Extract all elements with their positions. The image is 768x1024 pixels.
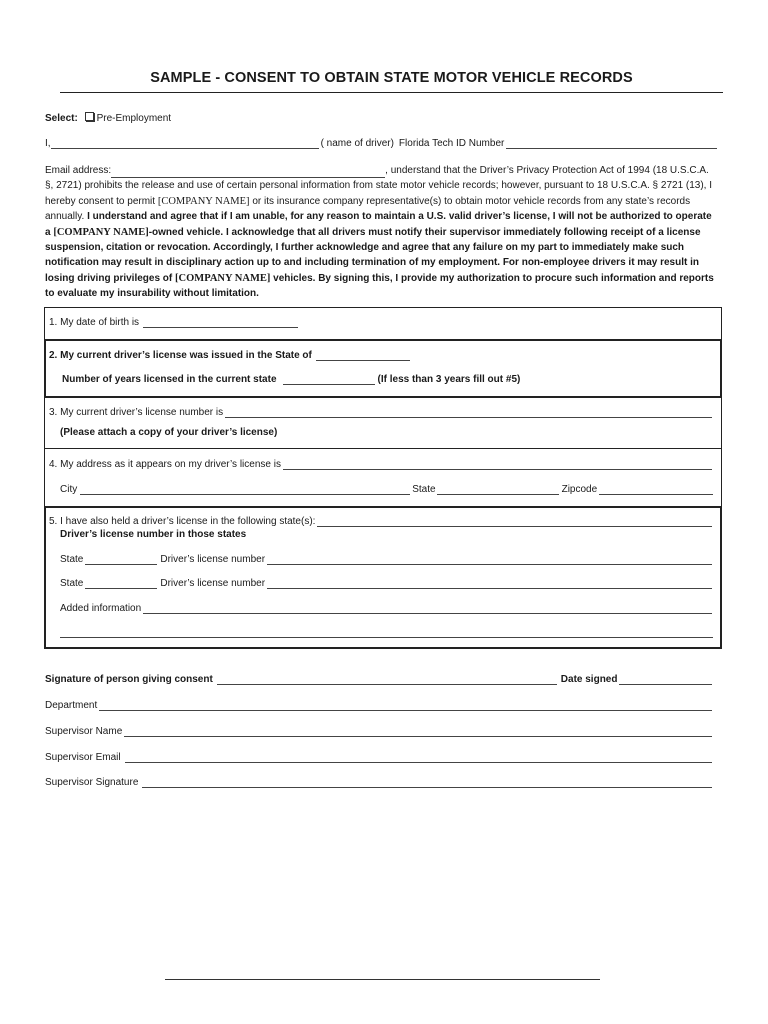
company-name-2: [COMPANY NAME] [53,226,149,238]
issued-state-label: 2. My current driver’s license was issued in the State of [49,350,312,361]
supervisor-signature-field[interactable] [142,776,712,788]
added-info-label: Added information [60,603,142,614]
i-prefix: I, [45,138,51,149]
q4-box [44,448,722,507]
email-field[interactable] [111,167,385,178]
license-number-label: 3. My current driver’s license number is [49,407,224,418]
date-signed-label: Date signed [560,674,618,685]
state-field[interactable] [437,483,559,495]
driver-name-field[interactable] [51,137,319,149]
other-states-label: 5. I have also held a driver’s license in the following state(s): [49,516,316,527]
q3-box [44,397,722,449]
q2-years-row [62,373,520,385]
supervisor-email-field[interactable] [125,751,712,763]
q4-row [49,458,712,470]
department-field[interactable] [99,699,712,711]
other-dl-field-1[interactable] [267,553,712,565]
q2-row [49,349,410,361]
zipcode-label: Zipcode [561,484,598,495]
other-state-label-1: State [60,554,84,565]
issued-state-field[interactable] [316,349,410,361]
company-name-3: [COMPANY NAME] [175,272,271,284]
attach-copy-note: (Please attach a copy of your driver’s license) [60,427,278,438]
q1-row [49,316,298,328]
supervisor-signature-row [45,776,712,788]
address-field[interactable] [283,458,712,470]
other-state-field-1[interactable] [85,553,157,565]
dob-label: 1. My date of birth is [49,317,140,328]
consent-paragraph [45,163,717,302]
driver-name-row [45,137,717,149]
address-label: 4. My address as it appears on my driver’s license is [49,459,281,470]
signature-field[interactable] [217,673,557,685]
other-license-row-2 [60,577,712,589]
other-dl-label-1: Driver’s license number [160,554,266,565]
pre-employment-checkbox[interactable] [85,112,94,121]
consent-bold-3: vehicles. By signing this, I provide my authorization to procure such information and reports to evaluate my insurability without limitation. [45,272,714,300]
consent-bold-2: -owned vehicle. I acknowledge that all drivers must notify their supervisor immediately following receipt of a license suspension, citation or revocation. Accordingly, I further acknowledge and agree that any failure on my part to immediately make such notification may result in disciplinary action up to and including termination of my employment. For non-employee drivers it may result in losing driving privileges of [45,226,701,284]
added-info-field[interactable] [143,602,712,614]
date-signed-field[interactable] [619,673,712,685]
company-name-1: [COMPANY NAME] [157,195,250,207]
city-label: City [60,484,78,495]
q2-box [44,339,722,398]
supervisor-name-field[interactable] [124,725,712,737]
years-licensed-label: Number of years licensed in the current state [62,374,277,385]
other-licenses-subheading: Driver’s license number in those states [60,529,247,540]
consent-text-2: or its insurance company representative(s) to obtain motor vehicle records from any state’s records annually. [45,195,691,223]
city-state-zip-row [60,483,713,495]
supervisor-name-label: Supervisor Name [45,726,123,737]
added-info-row [60,602,712,614]
footer-divider [165,979,600,980]
dob-field[interactable] [143,316,298,328]
email-label: Email address: [45,165,112,176]
select-row [45,111,171,126]
select-label: Select: [45,113,78,124]
other-dl-label-2: Driver’s license number [160,578,266,589]
id-number-field[interactable] [506,137,717,149]
q3-row [49,406,712,418]
supervisor-email-row [45,751,712,763]
other-dl-field-2[interactable] [267,577,712,589]
pre-employment-label: Pre-Employment [96,113,172,124]
department-label: Department [45,700,98,711]
signature-label: Signature of person giving consent [45,674,213,685]
zipcode-field[interactable] [599,483,713,495]
q5-row [49,515,712,527]
form-title: SAMPLE - CONSENT TO OBTAIN STATE MOTOR VEHICLE RECORDS [150,70,633,86]
supervisor-email-label: Supervisor Email [45,752,121,763]
consent-text-1: , understand that the Driver’s Privacy Protection Act of 1994 (18 U.S.C.A. §, 2721) prohibits the release and use of certain personal information from state motor vehicle records; however, pursuant to 18 U.S.C.A. § 2721 (13), I hereby consent to permit [45,165,713,207]
other-state-label-2: State [60,578,84,589]
city-field[interactable] [80,483,410,495]
driver-name-label: ( name of driver) [320,138,394,149]
title-divider [60,92,723,93]
consent-bold-1: I understand and agree that if I am unable, for any reason to maintain a U.S. valid driver’s license, I will not be authorized to operate a [45,211,712,238]
other-state-field-2[interactable] [85,577,157,589]
added-info-field-2[interactable] [60,637,713,638]
signature-row [45,673,712,685]
other-license-row-1 [60,553,712,565]
license-number-field[interactable] [225,406,712,418]
state-label: State [412,484,436,495]
years-licensed-field[interactable] [283,373,375,385]
supervisor-signature-label: Supervisor Signature [45,777,139,788]
years-note: (If less than 3 years fill out #5) [377,374,521,385]
id-number-label: Florida Tech ID Number [398,138,505,149]
supervisor-name-row [45,725,712,737]
other-states-field[interactable] [317,515,712,527]
department-row [45,699,712,711]
